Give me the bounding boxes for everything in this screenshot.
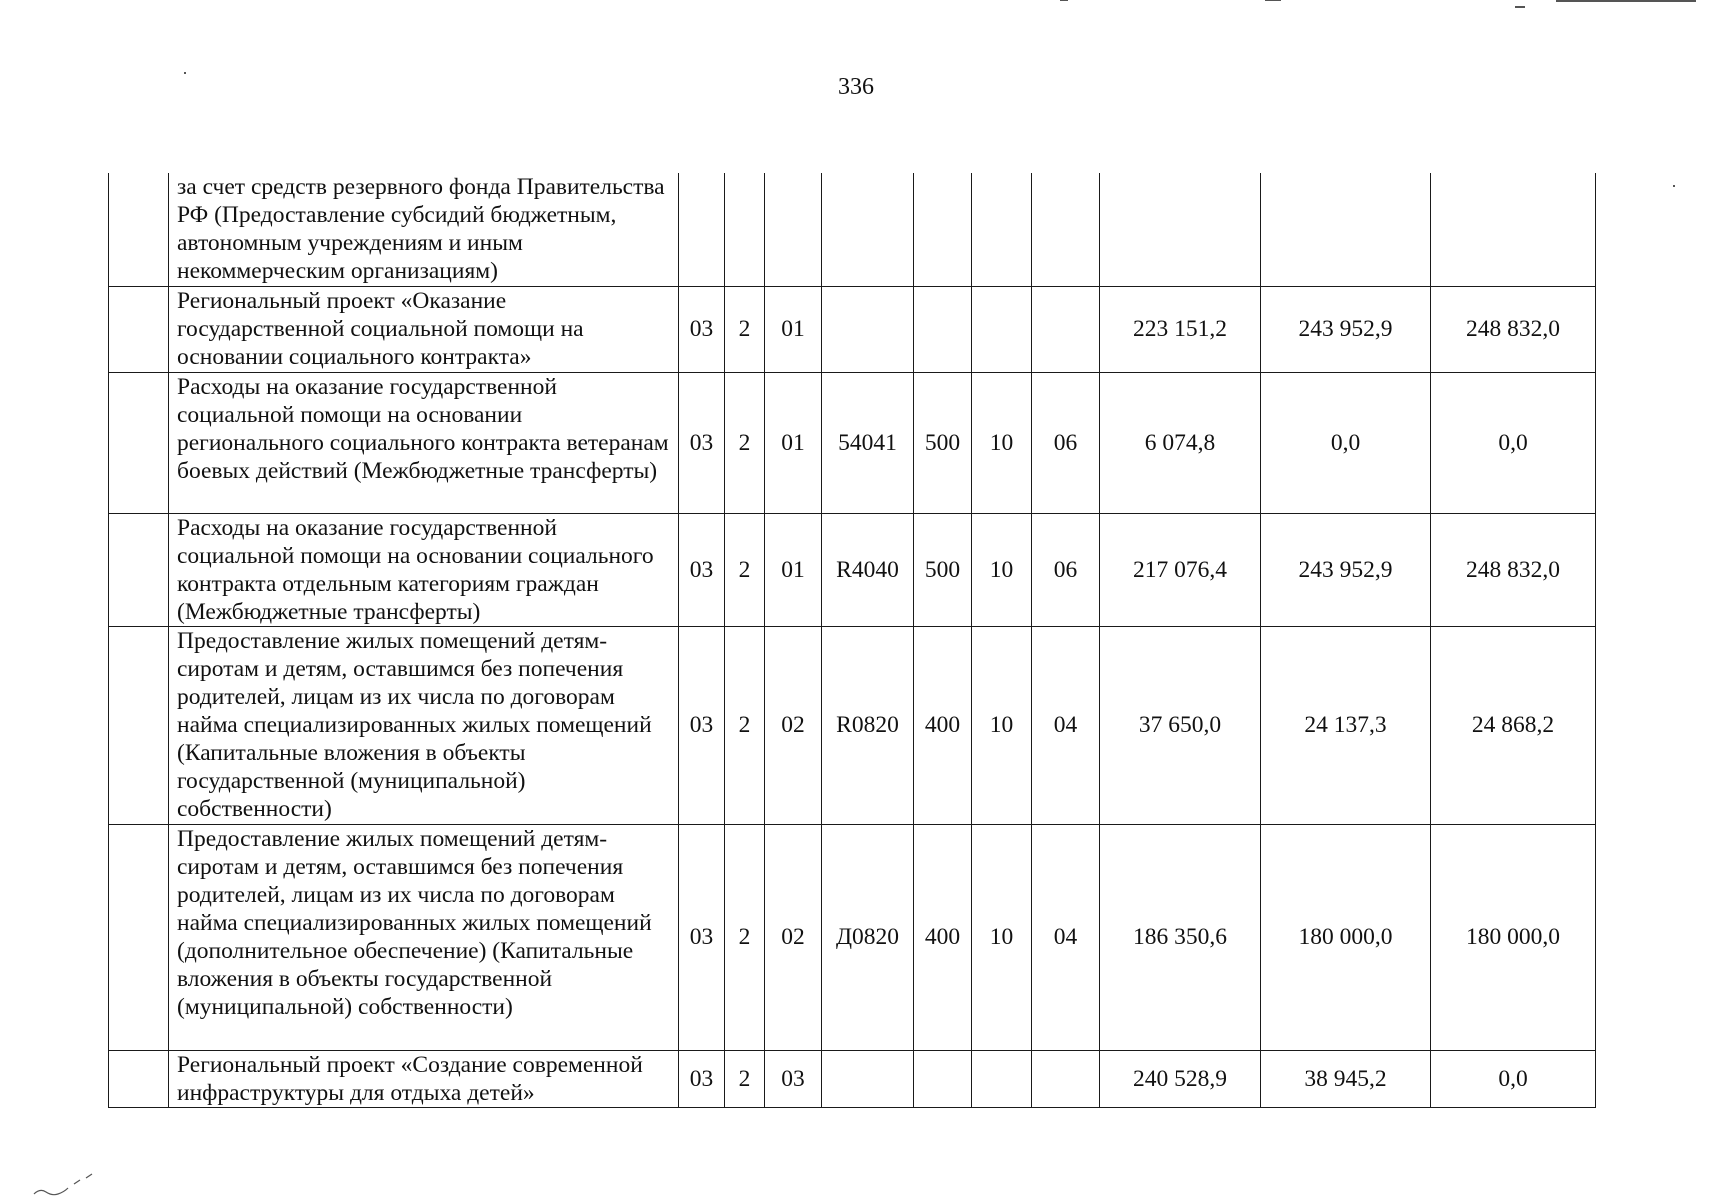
amount-cell-1: 37 650,0 (1100, 626, 1261, 824)
item-name-cell: Региональный проект «Создание современной инфраструктуры для отдыха детей» (169, 1050, 679, 1107)
direction-code-cell: R0820 (822, 626, 914, 824)
item-name-cell: Расходы на оказание государственной социальной помощи на основании социального контракта отдельным категориям граждан (Межбюджетные трансферты) (169, 513, 679, 626)
expense-type-cell (914, 286, 972, 372)
amount-cell-1: 186 350,6 (1100, 824, 1261, 1050)
amount-cell-2 (1261, 173, 1431, 286)
activity-code-cell: 02 (765, 626, 822, 824)
item-name-cell: Предоставление жилых помещений детям-сиротам и детям, оставшимся без попечения родителей, лицам из их числа по договорам найма специализированных жилых помещений (дополнительное обеспечение) (Капитальные вложения в объекты государственной (муниципальной) собственности) (169, 824, 679, 1050)
activity-code-cell: 01 (765, 286, 822, 372)
item-name-cell: Предоставление жилых помещений детям-сиротам и детям, оставшимся без попечения родителей, лицам из их числа по договорам найма специализированных жилых помещений (Капитальные вложения в объекты государственной (муниципальной) собственности) (169, 626, 679, 824)
amount-cell-1: 6 074,8 (1100, 372, 1261, 513)
direction-code-cell: Д0820 (822, 824, 914, 1050)
subsection-cell (1032, 286, 1100, 372)
amount-cell-3: 0,0 (1431, 372, 1596, 513)
scan-edge-mark (1060, 0, 1068, 1)
program-code-cell: 03 (679, 286, 725, 372)
activity-code-cell: 02 (765, 824, 822, 1050)
amount-cell-1 (1100, 173, 1261, 286)
expense-type-cell (914, 1050, 972, 1107)
amount-cell-1: 223 151,2 (1100, 286, 1261, 372)
expense-type-cell: 500 (914, 513, 972, 626)
table-row (109, 626, 1596, 824)
section-cell (972, 286, 1032, 372)
expense-type-cell: 500 (914, 372, 972, 513)
subsection-cell (1032, 173, 1100, 286)
subprogram-code-cell: 2 (725, 1050, 765, 1107)
amount-cell-3: 248 832,0 (1431, 513, 1596, 626)
subprogram-code-cell (725, 173, 765, 286)
program-code-cell: 03 (679, 1050, 725, 1107)
subprogram-code-cell: 2 (725, 286, 765, 372)
item-name-cell: Региональный проект «Оказание государственной социальной помощи на основании социального контракта» (169, 286, 679, 372)
program-code-cell (679, 173, 725, 286)
subprogram-code-cell: 2 (725, 626, 765, 824)
amount-cell-1: 217 076,4 (1100, 513, 1261, 626)
scan-edge-mark (1556, 0, 1696, 2)
section-cell (972, 173, 1032, 286)
subprogram-code-cell: 2 (725, 372, 765, 513)
amount-cell-2: 180 000,0 (1261, 824, 1431, 1050)
subsection-cell: 04 (1032, 824, 1100, 1050)
activity-code-cell: 03 (765, 1050, 822, 1107)
amount-cell-3 (1431, 173, 1596, 286)
table-row (109, 513, 1596, 626)
scan-edge-mark (1265, 0, 1281, 1)
program-code-cell: 03 (679, 824, 725, 1050)
activity-code-cell: 01 (765, 372, 822, 513)
amount-cell-3: 0,0 (1431, 1050, 1596, 1107)
section-cell: 10 (972, 824, 1032, 1050)
section-cell: 10 (972, 626, 1032, 824)
direction-code-cell (822, 173, 914, 286)
activity-code-cell: 01 (765, 513, 822, 626)
amount-cell-2: 38 945,2 (1261, 1050, 1431, 1107)
amount-cell-3: 24 868,2 (1431, 626, 1596, 824)
row-number-cell (109, 824, 169, 1050)
row-number-cell (109, 286, 169, 372)
subsection-cell: 04 (1032, 626, 1100, 824)
item-name-cell: Расходы на оказание государственной социальной помощи на основании регионального социального контракта ветеранам боевых действий (Межбюджетные трансферты) (169, 372, 679, 513)
section-cell: 10 (972, 372, 1032, 513)
table-row (109, 173, 1596, 286)
amount-cell-1: 240 528,9 (1100, 1050, 1261, 1107)
direction-code-cell: 54041 (822, 372, 914, 513)
subprogram-code-cell: 2 (725, 513, 765, 626)
table-row (109, 372, 1596, 513)
expense-type-cell: 400 (914, 824, 972, 1050)
expense-type-cell: 400 (914, 626, 972, 824)
table-row (109, 286, 1596, 372)
subprogram-code-cell: 2 (725, 824, 765, 1050)
activity-code-cell (765, 173, 822, 286)
section-cell (972, 1050, 1032, 1107)
row-number-cell (109, 372, 169, 513)
program-code-cell: 03 (679, 513, 725, 626)
row-number-cell (109, 173, 169, 286)
table-row (109, 824, 1596, 1050)
subsection-cell: 06 (1032, 513, 1100, 626)
row-number-cell (109, 626, 169, 824)
row-number-cell (109, 1050, 169, 1107)
amount-cell-2: 243 952,9 (1261, 513, 1431, 626)
row-number-cell (109, 513, 169, 626)
amount-cell-3: 180 000,0 (1431, 824, 1596, 1050)
subsection-cell: 06 (1032, 372, 1100, 513)
expense-type-cell (914, 173, 972, 286)
item-name-cell: за счет средств резервного фонда Правительства РФ (Предоставление субсидий бюджетным, автономным учреждениям и иным некоммерческим организациям) (169, 173, 679, 286)
direction-code-cell (822, 286, 914, 372)
page-number: 336 (838, 74, 874, 100)
budget-table (108, 173, 1596, 1108)
direction-code-cell: R4040 (822, 513, 914, 626)
amount-cell-2: 24 137,3 (1261, 626, 1431, 824)
amount-cell-3: 248 832,0 (1431, 286, 1596, 372)
scan-scribble (30, 1170, 100, 1200)
section-cell: 10 (972, 513, 1032, 626)
direction-code-cell (822, 1050, 914, 1107)
scan-edge-mark (1515, 6, 1525, 8)
subsection-cell (1032, 1050, 1100, 1107)
program-code-cell: 03 (679, 626, 725, 824)
amount-cell-2: 0,0 (1261, 372, 1431, 513)
table-row (109, 1050, 1596, 1107)
program-code-cell: 03 (679, 372, 725, 513)
scan-edge-mark (1673, 185, 1675, 187)
amount-cell-2: 243 952,9 (1261, 286, 1431, 372)
scan-edge-mark (184, 72, 186, 74)
